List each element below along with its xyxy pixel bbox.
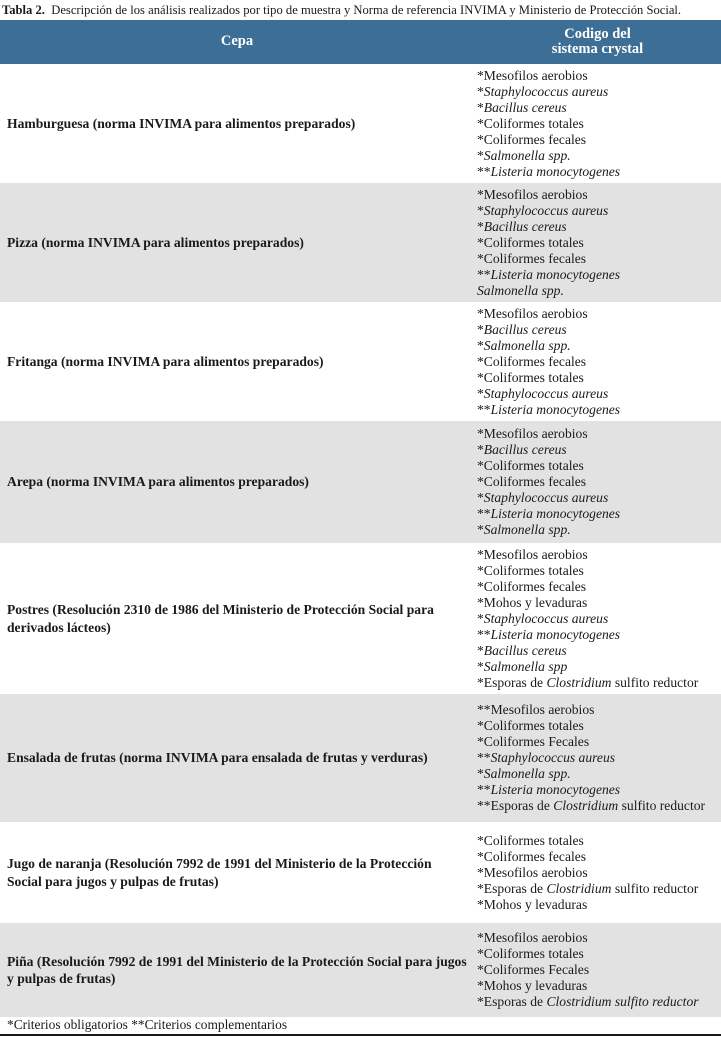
- analysis-item: [477, 132, 721, 148]
- analysis-item-text: Coliformes totales: [483, 832, 584, 848]
- analysis-item-text: Salmonella spp.: [483, 147, 571, 163]
- table-body: [0, 64, 721, 1017]
- analysis-item: [477, 164, 721, 180]
- analysis-item-text: Listeria monocytogenes: [490, 782, 621, 797]
- sample-name: Ensalada de frutas (norma INVIMA para ensalada de frutas y verduras): [0, 694, 474, 822]
- analysis-item-text: Coliformes totales: [483, 234, 584, 250]
- analysis-item: [477, 718, 721, 734]
- analysis-item: [477, 962, 721, 978]
- analysis-item-text: Staphylococcus aureus: [483, 385, 609, 401]
- header-codigo: [474, 20, 721, 64]
- analysis-item: [477, 579, 721, 595]
- analysis-item-prefix: *: [477, 642, 484, 658]
- analysis-item-prefix: *: [477, 594, 484, 610]
- analysis-item-text: Staphylococcus aureus: [483, 83, 609, 99]
- sample-name: Jugo de naranja (Resolución 7992 de 1991 del Ministerio de la Protección Social para jugos y pulpas de frutas): [7, 856, 432, 889]
- analysis-item-text: Listeria monocytogenes: [490, 626, 621, 642]
- analysis-item-prefix: *: [477, 426, 484, 441]
- sample-name: Fritanga (norma INVIMA para alimentos preparados): [7, 353, 324, 369]
- analysis-item-prefix: *: [477, 474, 484, 489]
- analysis-item-prefix: *: [477, 99, 484, 115]
- analysis-item-prefix: *: [477, 147, 484, 163]
- table-row: [0, 302, 721, 421]
- analysis-item-text: Coliformes Fecales: [483, 734, 590, 749]
- analysis-item: [477, 251, 721, 267]
- analysis-item-prefix: *: [477, 234, 484, 250]
- analysis-item-prefix: *: [477, 578, 484, 594]
- analysis-item: [477, 219, 721, 235]
- analysis-item-prefix: *Esporas de: [477, 880, 547, 896]
- analysis-item-prefix: *: [477, 864, 484, 880]
- analysis-item-prefix: *: [477, 115, 484, 131]
- analysis-item-text: Coliformes totales: [483, 115, 584, 131]
- table-row: [0, 923, 721, 1017]
- analysis-item: [477, 798, 721, 814]
- analysis-item-text: Salmonella spp.: [477, 282, 564, 298]
- sample-name: Piña (Resolución 7992 de 1991 del Ministerio de la Protección Social para jugos y pulpas de frutas): [0, 923, 474, 1017]
- analysis-item-suffix: sulfito reductor: [611, 880, 699, 896]
- analysis-item: [477, 547, 721, 563]
- analysis-item-text: Coliformes fecales: [483, 474, 587, 489]
- analysis-item: [477, 702, 721, 718]
- analysis-item: [477, 750, 721, 766]
- analysis-item: [477, 595, 721, 611]
- analysis-item-prefix: *: [477, 832, 484, 848]
- analysis-item-text: Mohos y levaduras: [483, 896, 588, 912]
- analysis-item: [477, 506, 721, 522]
- analysis-item: [477, 84, 721, 100]
- analysis-item-prefix: *: [477, 896, 484, 912]
- analysis-item-prefix: *: [477, 186, 484, 202]
- analysis-item-prefix: *: [477, 734, 484, 749]
- analysis-item: [477, 643, 721, 659]
- analysis-list: [474, 694, 721, 822]
- analysis-item: [477, 946, 721, 962]
- analysis-item-prefix: **: [477, 401, 491, 417]
- analysis-item-prefix: *: [477, 610, 484, 626]
- analysis-item-text: Coliformes totales: [483, 458, 584, 473]
- analysis-item: [477, 881, 721, 897]
- analysis-item-prefix: **: [477, 782, 491, 797]
- analysis-item-text: Coliformes fecales: [483, 353, 587, 369]
- analysis-item-text: Bacillus cereus: [483, 321, 567, 337]
- analysis-item-text: Coliformes fecales: [483, 848, 587, 864]
- analysis-item-text: Coliformes fecales: [483, 578, 587, 594]
- table-row: [0, 822, 721, 923]
- analysis-item: [477, 148, 721, 164]
- analysis-item: [477, 370, 721, 386]
- analysis-item-text: Bacillus cereus: [483, 218, 567, 234]
- analysis-item-text: Coliformes Fecales: [483, 962, 590, 977]
- analysis-item: [477, 522, 721, 538]
- table-row: [0, 543, 721, 694]
- analysis-list: [474, 302, 721, 421]
- analysis-item-text: Staphylococcus aureus: [483, 490, 609, 505]
- table-header: [0, 20, 721, 64]
- analysis-item-prefix: *: [477, 202, 484, 218]
- sample-name: Arepa (norma INVIMA para alimentos preparados): [0, 421, 474, 543]
- analysis-item: [477, 930, 721, 946]
- analysis-item-text: Mesofilos aerobios: [483, 305, 588, 321]
- analysis-item-text: Mesofilos aerobios: [483, 426, 588, 441]
- analysis-item: [477, 627, 721, 643]
- analysis-item-prefix: *: [477, 83, 484, 99]
- analysis-item: [477, 458, 721, 474]
- analysis-item-suffix: sulfito reductor: [618, 798, 706, 813]
- analysis-item-prefix: *: [477, 369, 484, 385]
- analysis-item: [477, 563, 721, 579]
- analysis-item-prefix: **: [477, 506, 491, 521]
- analysis-item-prefix: *: [477, 250, 484, 266]
- analysis-item-prefix: *: [477, 562, 484, 578]
- analysis-item: [477, 978, 721, 994]
- analysis-item-text: Mohos y levaduras: [483, 594, 588, 610]
- analysis-item-prefix: **: [477, 163, 491, 179]
- analysis-item-prefix: *: [477, 458, 484, 473]
- analysis-item-text: Coliformes totales: [483, 562, 584, 578]
- analysis-item: [477, 474, 721, 490]
- analysis-item-prefix: *: [477, 321, 484, 337]
- table-row: [0, 183, 721, 302]
- analysis-item-text: Clostridium: [546, 674, 612, 690]
- analysis-item-text: Staphylococcus aureus: [490, 750, 616, 765]
- analysis-item: [477, 267, 721, 283]
- analysis-item-prefix: *: [477, 946, 484, 961]
- analysis-item-prefix: *Esporas de: [477, 674, 547, 690]
- analysis-item: [477, 68, 721, 84]
- analysis-item-text: Bacillus cereus: [483, 442, 567, 457]
- header-codigo-line2: sistema crystal: [551, 41, 644, 57]
- analysis-item-prefix: *: [477, 67, 484, 83]
- analysis-item-prefix: *: [477, 522, 484, 537]
- analysis-item-prefix: *: [477, 490, 484, 505]
- analysis-item-text: Salmonella spp.: [483, 766, 571, 781]
- analysis-item: [477, 865, 721, 881]
- analysis-item: [477, 490, 721, 506]
- analysis-item-text: Mesofilos aerobios: [490, 702, 595, 717]
- analysis-item-prefix: *: [477, 978, 484, 993]
- analysis-item-prefix: *: [477, 442, 484, 457]
- analysis-item-suffix: sulfito reductor: [611, 674, 699, 690]
- analysis-item-prefix: *: [477, 766, 484, 781]
- analysis-item-text: Mesofilos aerobios: [483, 930, 588, 945]
- analysis-item-prefix: *: [477, 131, 484, 147]
- analysis-item-prefix: **: [477, 750, 491, 765]
- analysis-item: [477, 354, 721, 370]
- analysis-item-prefix: *: [477, 930, 484, 945]
- analysis-item-prefix: *: [477, 848, 484, 864]
- analysis-item-text: Clostridium sulfito reductor: [546, 994, 699, 1009]
- analysis-list: [474, 822, 721, 923]
- analysis-item: [477, 659, 721, 675]
- analysis-item-prefix: *Esporas de: [477, 994, 547, 1009]
- analysis-item-text: Bacillus cereus: [483, 642, 567, 658]
- analysis-item-prefix: *: [477, 658, 484, 674]
- analysis-item-text: Listeria monocytogenes: [490, 401, 621, 417]
- analysis-item-prefix: *: [477, 305, 484, 321]
- analysis-item: [477, 338, 721, 354]
- analysis-list: [474, 64, 721, 183]
- analysis-list: [474, 183, 721, 302]
- analysis-item-text: Salmonella spp: [483, 658, 568, 674]
- sample-name: Pizza (norma INVIMA para alimentos preparados): [0, 183, 474, 302]
- analysis-item: [477, 116, 721, 132]
- table-row: [0, 694, 721, 822]
- analysis-table: [0, 20, 721, 1017]
- analysis-item-prefix: **: [477, 702, 491, 717]
- analysis-item: [477, 675, 721, 691]
- analysis-item-text: Listeria monocytogenes: [490, 506, 621, 521]
- bottom-rule: [0, 1034, 721, 1036]
- analysis-item-text: Clostridium: [546, 880, 612, 896]
- analysis-item: [477, 442, 721, 458]
- analysis-item-prefix: **: [477, 266, 491, 282]
- caption-text: Descripción de los análisis realizados por tipo de muestra y Norma de referencia INVIMA y Ministerio de Protección Social.: [51, 3, 682, 17]
- analysis-item: [477, 306, 721, 322]
- analysis-item: [477, 235, 721, 251]
- analysis-item: [477, 100, 721, 116]
- analysis-item-prefix: *: [477, 385, 484, 401]
- analysis-item: [477, 322, 721, 338]
- analysis-item-text: Staphylococcus aureus: [483, 202, 609, 218]
- sample-name: Hamburguesa (norma INVIMA para alimentos preparados): [7, 115, 356, 131]
- analysis-item-prefix: *: [477, 218, 484, 234]
- analysis-item-text: Coliformes fecales: [483, 250, 587, 266]
- analysis-list: [474, 543, 721, 694]
- analysis-item-text: Clostridium: [553, 798, 619, 813]
- footnote: *Criterios obligatorios **Criterios complementarios: [7, 1017, 288, 1032]
- analysis-item-text: Mesofilos aerobios: [483, 67, 588, 83]
- sample-name: Postres (Resolución 2310 de 1986 del Ministerio de Protección Social para derivados lácteos): [7, 602, 434, 635]
- analysis-item-text: Salmonella spp.: [483, 337, 571, 353]
- analysis-item-text: Salmonella spp.: [483, 522, 571, 537]
- analysis-item-text: Listeria monocytogenes: [490, 163, 621, 179]
- analysis-item: [477, 897, 721, 913]
- analysis-item: [477, 766, 721, 782]
- analysis-item-prefix: *: [477, 718, 484, 733]
- caption-label: Tabla 2.: [2, 3, 45, 17]
- analysis-item-prefix: **: [477, 626, 491, 642]
- analysis-item-text: Coliformes totales: [483, 369, 584, 385]
- analysis-item-text: Mesofilos aerobios: [483, 864, 588, 880]
- analysis-item: [477, 283, 721, 299]
- table-row: [0, 421, 721, 543]
- analysis-item-text: Bacillus cereus: [483, 99, 567, 115]
- analysis-list: [474, 923, 721, 1017]
- analysis-item-text: Listeria monocytogenes: [490, 266, 621, 282]
- analysis-item-prefix: *: [477, 962, 484, 977]
- analysis-item: [477, 611, 721, 627]
- analysis-item-text: Coliformes totales: [483, 946, 584, 961]
- analysis-item: [477, 402, 721, 418]
- analysis-item-prefix: *: [477, 546, 484, 562]
- analysis-item-text: Staphylococcus aureus: [483, 610, 609, 626]
- analysis-item: [477, 849, 721, 865]
- analysis-item: [477, 734, 721, 750]
- analysis-item-text: Mohos y levaduras: [483, 978, 588, 993]
- header-cepa: Cepa: [0, 20, 474, 64]
- analysis-item-text: Coliformes totales: [483, 718, 584, 733]
- analysis-item: [477, 203, 721, 219]
- header-codigo-line1: Codigo del: [564, 25, 631, 42]
- analysis-item-prefix: *: [477, 353, 484, 369]
- analysis-item-text: Mesofilos aerobios: [483, 186, 588, 202]
- analysis-item: [477, 426, 721, 442]
- table-row: [0, 64, 721, 183]
- analysis-item: [477, 782, 721, 798]
- analysis-list: [474, 421, 721, 543]
- analysis-item-text: Mesofilos aerobios: [483, 546, 588, 562]
- analysis-item: [477, 187, 721, 203]
- analysis-item-prefix: **Esporas de: [477, 798, 554, 813]
- analysis-item-prefix: *: [477, 337, 484, 353]
- analysis-item: [477, 833, 721, 849]
- analysis-item-text: Coliformes fecales: [483, 131, 587, 147]
- table-caption: [2, 0, 721, 20]
- analysis-item: [477, 386, 721, 402]
- analysis-item: [477, 994, 721, 1010]
